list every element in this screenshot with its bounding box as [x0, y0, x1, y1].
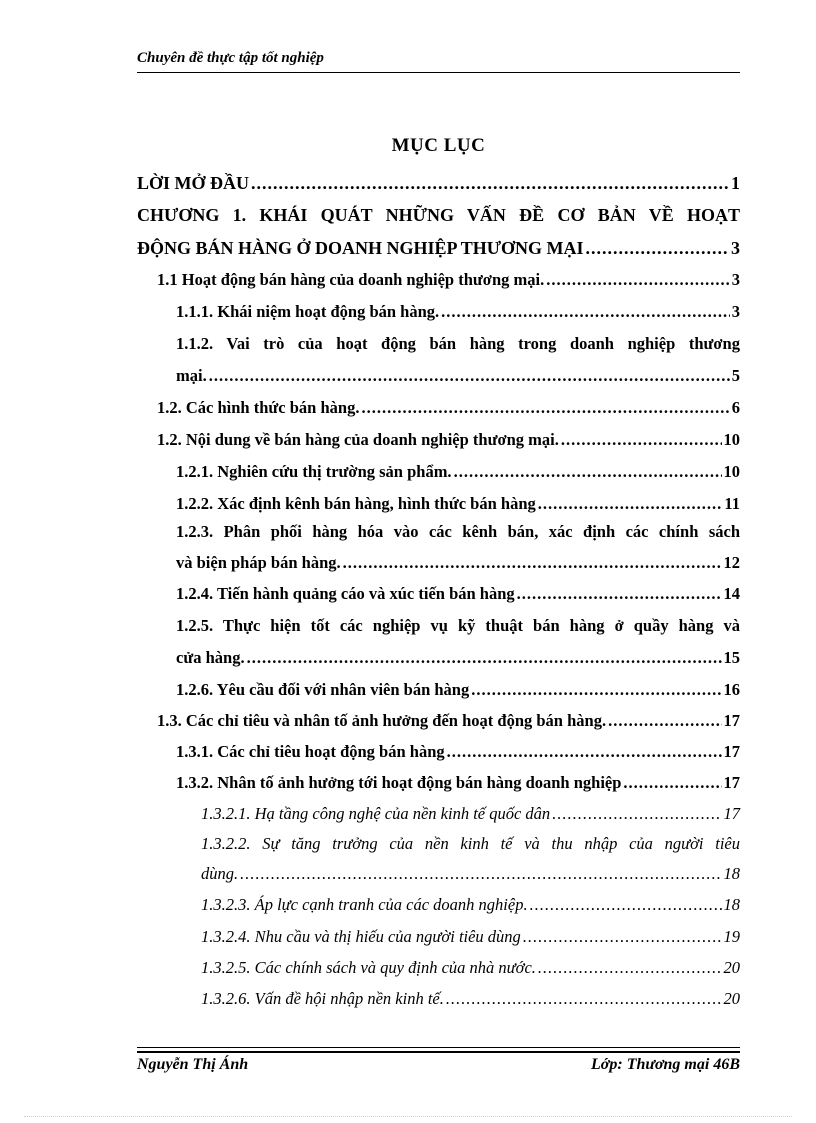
toc-entry-label: 1.2. Nội dung về bán hàng của doanh nghiệp thương mại. — [157, 430, 559, 449]
toc-entry-page: 20 — [723, 958, 740, 977]
toc-entry[interactable] — [157, 428, 740, 452]
toc-entry[interactable] — [137, 171, 740, 195]
toc-entry-page: 17 — [723, 742, 740, 761]
toc-entry[interactable] — [176, 364, 740, 388]
toc-entry[interactable] — [176, 300, 740, 324]
toc-leader-dots — [523, 925, 722, 949]
toc-leader-dots — [240, 862, 721, 886]
toc-entry-label: 1.3.1. Các chỉ tiêu hoạt động bán hàng — [176, 742, 445, 761]
toc-entry-label: cửa hàng. — [176, 648, 245, 667]
toc-leader-dots — [251, 171, 729, 195]
toc-entry[interactable] — [176, 460, 740, 484]
toc-entry[interactable] — [157, 268, 740, 292]
toc-entry[interactable] — [137, 236, 740, 260]
toc-entry[interactable] — [201, 893, 740, 917]
toc-leader-dots — [561, 428, 722, 452]
page-header-title: Chuyên đề thực tập tốt nghiệp — [137, 50, 324, 66]
toc-leader-dots — [517, 582, 722, 606]
toc-entry-label: 1.2.4. Tiến hành quảng cáo và xúc tiến bán hàng — [176, 584, 515, 603]
toc-entry-page: 1 — [731, 173, 740, 193]
toc-entry-label: mại. — [176, 366, 207, 385]
toc-entry-page: 3 — [731, 270, 740, 289]
toc-entry[interactable] — [157, 396, 740, 420]
toc-entry-page: 20 — [723, 989, 740, 1008]
toc-leader-dots — [623, 771, 721, 795]
toc-leader-dots — [454, 460, 722, 484]
toc-leader-dots — [343, 551, 722, 575]
toc-entry-page: 19 — [723, 927, 740, 946]
toc-entry-label: 1.3.2.4. Nhu cầu và thị hiếu của người tiêu dùng — [201, 927, 521, 946]
toc-leader-dots — [552, 802, 721, 826]
toc-entry-page: 3 — [731, 302, 740, 321]
toc-entry-label: 1.3.2.1. Hạ tầng công nghệ của nền kinh tế quốc dân — [201, 804, 551, 823]
toc-leader-dots — [586, 236, 729, 260]
toc-entry-label: 1.3.2. Nhân tố ảnh hưởng tới hoạt động bán hàng doanh nghiệp — [176, 773, 622, 792]
toc-entry-page: 16 — [723, 680, 740, 699]
toc-entry-label: 1.3.2.6. Vấn đề hội nhập nền kinh tế. — [201, 989, 444, 1008]
toc-entry-page: 17 — [723, 711, 740, 730]
toc-leader-dots — [471, 678, 721, 702]
toc-entry[interactable] — [176, 678, 740, 702]
toc-leader-dots — [608, 709, 721, 733]
toc-entry-label: 1.3.2.3. Áp lực cạnh tranh của các doanh nghiệp. — [201, 895, 528, 914]
toc-leader-dots — [446, 987, 722, 1011]
toc-entry-line1[interactable]: 1.2.5. Thực hiện tốt các nghiệp vụ kỹ thuật bán hàng ở quầy hàng và — [176, 616, 740, 635]
toc-entry-line1[interactable]: 1.3.2.2. Sự tăng trưởng của nền kinh tế và thu nhập của người tiêu — [201, 834, 740, 853]
toc-entry-page: 18 — [723, 864, 740, 883]
toc-leader-dots — [530, 893, 722, 917]
toc-entry-page: 17 — [723, 773, 740, 792]
toc-leader-dots — [447, 740, 722, 764]
toc-entry-page: 6 — [731, 398, 740, 417]
footer-rule-thick — [137, 1051, 740, 1053]
toc-entry[interactable] — [176, 492, 740, 516]
toc-entry-page: 18 — [723, 895, 740, 914]
header-rule — [137, 72, 740, 73]
footer-class: Lớp: Thương mại 46B — [591, 1056, 740, 1073]
toc-entry-page: 5 — [731, 366, 740, 385]
toc-entry[interactable] — [201, 862, 740, 886]
toc-entry-page: 11 — [724, 494, 740, 513]
toc-entry-label: LỜI MỞ ĐẦU — [137, 173, 249, 193]
toc-entry-label: dùng. — [201, 864, 239, 883]
toc-entry-label: 1.2. Các hình thức bán hàng. — [157, 398, 360, 417]
toc-entry-label: 1.2.1. Nghiên cứu thị trường sản phẩm. — [176, 462, 452, 481]
toc-entry-page: 12 — [723, 553, 740, 572]
toc-entry[interactable] — [176, 551, 740, 575]
toc-leader-dots — [247, 646, 722, 670]
toc-entry[interactable] — [201, 802, 740, 826]
toc-entry-label: 1.1.1. Khái niệm hoạt động bán hàng. — [176, 302, 440, 321]
toc-entry[interactable] — [176, 582, 740, 606]
toc-entry-page: 3 — [731, 238, 740, 258]
toc-leader-dots — [209, 364, 730, 388]
toc-entry-page: 15 — [723, 648, 740, 667]
toc-entry-label: 1.3.2.5. Các chính sách và quy định của nhà nước. — [201, 958, 536, 977]
toc-entry[interactable] — [201, 925, 740, 949]
toc-entry-label: 1.1 Hoạt động bán hàng của doanh nghiệp thương mại. — [157, 270, 545, 289]
toc-entry-page: 10 — [723, 462, 740, 481]
toc-entry[interactable] — [201, 987, 740, 1011]
toc-entry-label: ĐỘNG BÁN HÀNG Ở DOANH NGHIỆP THƯƠNG MẠI — [137, 238, 584, 258]
footer-rule — [137, 1047, 740, 1048]
toc-entry-line1[interactable]: CHƯƠNG 1. KHÁI QUÁT NHỮNG VẤN ĐỀ CƠ BẢN VỀ HOẠT — [137, 205, 740, 225]
toc-leader-dots — [546, 268, 730, 292]
toc-entry[interactable] — [176, 740, 740, 764]
toc-leader-dots — [441, 300, 730, 324]
toc-entry-page: 10 — [723, 430, 740, 449]
toc-entry-line1[interactable]: 1.1.2. Vai trò của hoạt động bán hàng trong doanh nghiệp thương — [176, 334, 740, 353]
toc-entry-page: 17 — [723, 804, 740, 823]
toc-entry-label: và biện pháp bán hàng. — [176, 553, 341, 572]
toc-entry[interactable] — [201, 956, 740, 980]
toc-entry-line1[interactable]: 1.2.3. Phân phối hàng hóa vào các kênh bán, xác định các chính sách — [176, 522, 740, 541]
toc-leader-dots — [538, 956, 722, 980]
footer-author: Nguyễn Thị Ánh — [137, 1056, 249, 1073]
toc-heading: MỤC LỤC — [391, 135, 486, 156]
page-bottom-dotted-line — [24, 1116, 792, 1117]
toc-entry[interactable] — [157, 709, 740, 733]
toc-entry-label: 1.3. Các chỉ tiêu và nhân tố ảnh hưởng đến hoạt động bán hàng. — [157, 711, 607, 730]
toc-entry-label: 1.2.6. Yêu cầu đối với nhân viên bán hàng — [176, 680, 470, 699]
toc-entry-label: 1.2.2. Xác định kênh bán hàng, hình thức bán hàng — [176, 494, 536, 513]
toc-entry-page: 14 — [723, 584, 740, 603]
toc-entry[interactable] — [176, 646, 740, 670]
toc-leader-dots — [361, 396, 729, 420]
toc-entry[interactable] — [176, 771, 740, 795]
toc-leader-dots — [538, 492, 723, 516]
